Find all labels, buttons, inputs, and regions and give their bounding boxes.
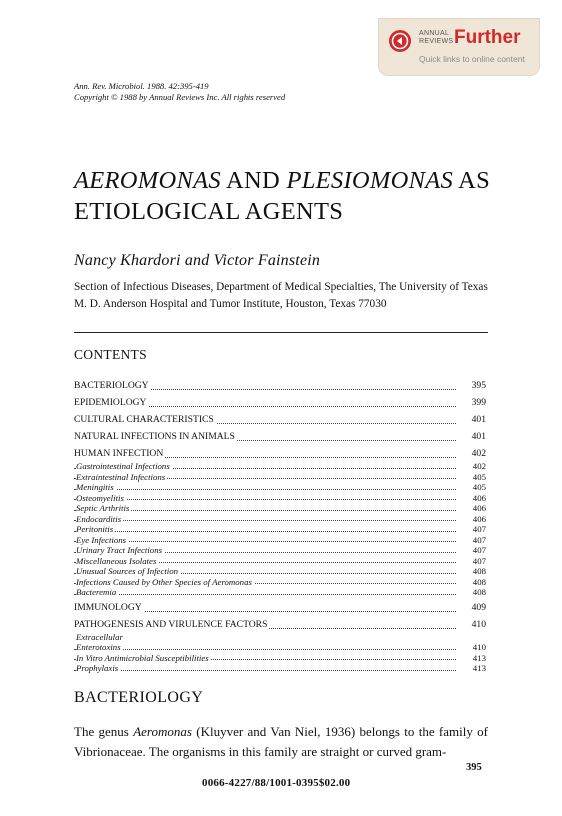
toc-entry [74,642,488,653]
toc-entry-label: Peritonitis [76,524,114,534]
toc-entry-page: 410 [472,642,486,652]
toc-leader-dots [74,594,456,595]
toc-entry [74,461,488,472]
article-affiliation: Section of Infectious Diseases, Department of Medical Specialties, The University of Texas M. D. Anderson Hospital and Tumor Institute, Houston, Texas 77030 [74,281,488,310]
toc-entry-label: Enterotoxins [76,642,121,652]
toc-entry [74,413,488,427]
body-paragraph: The genus Aeromonas (Kluyver and Van Niel, 1936) belongs to the family of Vibrionaceae. The organisms in this family are straight or curved gram- [74,724,488,759]
toc-leader-dots [74,531,456,532]
toc-entry [74,601,488,615]
toc-entry-label: Septic Arthritis [76,503,130,513]
toc-entry-page: 407 [472,524,486,534]
toc-entry-label: In Vitro Antimicrobial Susceptibilities [76,652,209,663]
toc-entry [74,545,488,556]
toc-entry-page: 395 [471,380,486,391]
toc-entry-label: Meningitis [76,482,114,492]
toc-entry [74,535,488,546]
further-tagline: Quick links to online content [419,54,525,64]
toc-entry-label: Infections Caused by Other Species of Aeromonas [76,576,252,587]
toc-entry-page: 407 [472,534,486,545]
toc-entry-page: 401 [471,414,486,425]
toc-entry [74,447,488,461]
toc-entry-page: 402 [471,448,486,459]
section-heading: BACTERIOLOGY [74,689,204,706]
journal-citation: Ann. Rev. Microbiol. 1988. 42:395-419 [74,81,209,91]
toc-entry [74,618,488,632]
toc-entry-label: HUMAN INFECTION [74,448,164,459]
toc-entry [74,482,488,493]
toc-entry [74,566,488,577]
toc-leader-dots [74,499,456,500]
contents-heading: CONTENTS [74,347,147,362]
toc-leader-dots [74,520,456,521]
toc-entry [74,556,488,567]
article-authors: Nancy Khardori and Victor Fainstein [74,252,321,269]
toc-entry-label: Gastrointestinal Infections [76,461,170,471]
toc-entry [74,514,488,525]
further-brand: Further [454,27,521,48]
toc-entry [74,577,488,588]
toc-entry-page: 413 [472,663,486,673]
page-number: 395 [466,762,482,773]
toc-entry-page: 401 [471,431,486,442]
annual-reviews-logo-icon [389,30,411,52]
toc-entry-page: 409 [471,601,486,613]
toc-entry-page: 407 [472,555,486,566]
article-title: AEROMONAS AND PLESIOMONAS AS ETIOLOGICAL AGENTS [74,167,491,225]
toc-entry [74,503,488,514]
toc-entry-page: 399 [471,397,486,408]
toc-leader-dots [74,670,456,671]
toc-entry-label: EPIDEMIOLOGY [74,397,147,408]
toc-entry-label: Unusual Sources of Infection [76,566,179,576]
toc-entry-label: IMMUNOLOGY [74,601,142,613]
publisher-name: ANNUAL REVIEWS [419,30,454,45]
toc-entry [74,379,488,393]
journal-copyright: Copyright © 1988 by Annual Reviews Inc. All rights reserved [74,92,286,102]
toc-entry [74,663,488,674]
toc-entry [74,587,488,598]
toc-entry-page: 405 [472,482,486,492]
toc-entry-page: 405 [472,471,486,482]
toc-entry-page: 408 [472,576,486,587]
header-divider [74,332,488,333]
toc-entry-label: PATHOGENESIS AND VIRULENCE FACTORS [74,618,268,630]
toc-entry [74,493,488,504]
toc-entry-label: CULTURAL CHARACTERISTICS [74,414,214,425]
toc-leader-dots [74,489,456,490]
toc-entry-page: 406 [472,513,486,524]
toc-entry-label: Endocarditis [76,513,122,524]
toc-entry-label: BACTERIOLOGY [74,380,149,391]
toc-entry-label: Prophylaxis [76,663,119,673]
toc-entry-page: 402 [472,461,486,471]
toc-entry [74,632,488,643]
journal-header [74,81,285,103]
toc-entry-label: Extraintestinal Infections [76,471,166,482]
toc-entry-label: Urinary Tract Infections [76,545,163,555]
toc-entry-page: 413 [472,652,486,663]
price-code: 0066-4227/88/1001-0395$02.00 [202,777,351,789]
toc-entry [74,653,488,664]
toc-entry-page: 408 [472,566,486,576]
toc-entry [74,472,488,483]
further-badge[interactable] [378,18,540,76]
toc-entry-page: 410 [471,618,486,630]
toc-entry-page: 406 [472,492,486,503]
toc-entry-label: Eye Infections [76,534,127,545]
toc-entry-page: 407 [472,545,486,555]
toc-entry-label: Extracellular [76,631,123,642]
toc-entry-label: Osteomyelitis [76,492,124,503]
toc-entry-label: NATURAL INFECTIONS IN ANIMALS [74,431,235,442]
toc-entry [74,396,488,410]
toc-entry-page: 408 [472,587,486,597]
toc-leader-dots [74,541,456,542]
table-of-contents [74,379,488,674]
toc-leader-dots [74,649,456,650]
toc-entry [74,430,488,444]
toc-entry [74,524,488,535]
toc-entry-label: Bacteremia [76,587,117,597]
toc-entry-label: Miscellaneous Isolates [76,555,157,566]
toc-entry-page: 406 [472,503,486,513]
